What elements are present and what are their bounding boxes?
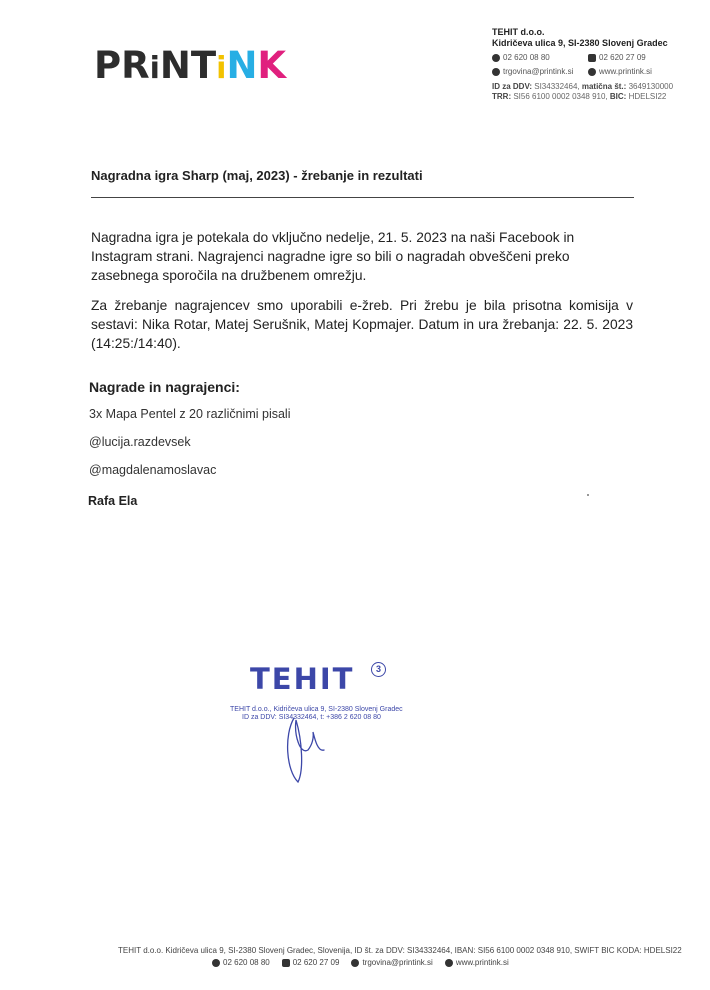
bic-label: BIC: xyxy=(609,92,627,101)
footer-phone: 02 620 08 80 xyxy=(223,958,270,967)
winner-item: @lucija.razdevsek xyxy=(89,435,191,449)
company-info xyxy=(492,27,702,102)
web-icon xyxy=(445,959,453,967)
company-phone: 02 620 08 80 xyxy=(503,53,550,62)
bic-code: HDELSI22 xyxy=(628,92,667,101)
stamp-number: 3 xyxy=(371,662,386,677)
winner-item: Rafa Ela xyxy=(88,494,138,508)
footer-fax: 02 620 27 09 xyxy=(292,958,340,967)
trr-number: SI56 6100 0002 0348 910 xyxy=(513,92,606,101)
paragraph-intro: Nagradna igra je potekala do vključno nedelje, 21. 5. 2023 na naši Facebook in Instagram strani. Nagrajenci nagradne igre so bili o nagradah obveščeni preko zasebnega sporočila na družbenem omrežju. xyxy=(91,230,575,283)
company-fax: 02 620 27 09 xyxy=(599,53,646,62)
stamp-line2: ID za DDV: SI34332464, t: +386 2 620 08 80 xyxy=(242,714,381,721)
trr-label: TRR: xyxy=(492,92,512,101)
logo-letter: T xyxy=(190,44,217,87)
logo-letter: R xyxy=(121,44,150,87)
stamp-line1: TEHIT d.o.o., Kidričeva ulica 9, SI-2380 Slovenj Gradec xyxy=(230,706,403,713)
document-title: Nagradna igra Sharp (maj, 2023) - žrebanje in rezultati xyxy=(91,168,423,183)
company-email: trgovina@printink.si xyxy=(503,67,574,76)
vat-label: ID za DDV: xyxy=(492,82,533,91)
reg-label: matična št.: xyxy=(581,82,627,91)
phone-icon xyxy=(212,959,220,967)
fax-icon xyxy=(588,54,596,62)
logo-letter: i xyxy=(149,51,160,86)
logo-letter: K xyxy=(257,44,287,87)
company-address: Kidričeva ulica 9, SI-2380 Slovenj Gradec xyxy=(492,38,668,48)
reg-number: 3649130000 xyxy=(628,82,674,91)
prizes-heading: Nagrade in nagrajenci: xyxy=(89,379,240,395)
email-icon xyxy=(492,68,500,76)
logo-letter: N xyxy=(226,44,258,87)
printink-logo xyxy=(94,46,286,89)
footer-company-line: TEHIT d.o.o. Kidričeva ulica 9, SI-2380 Slovenj Gradec, Slovenija, ID št. za DDV: SI34332464, IBAN: SI56 6100 0002 0348 910, SWIFT BIC KODA: HDELSI22 xyxy=(118,946,682,955)
winner-item: @magdalenamoslavac xyxy=(89,463,217,477)
web-icon xyxy=(588,68,596,76)
footer-web: www.printink.si xyxy=(455,958,509,967)
phone-icon xyxy=(492,54,500,62)
logo-letter: P xyxy=(94,44,122,87)
vat-number: SI34332464 xyxy=(534,82,578,91)
email-icon xyxy=(351,959,359,967)
company-name: TEHIT d.o.o. xyxy=(492,27,545,37)
company-ids-row1: ID za DDV: SI34332464, matična št.: 3649130000 xyxy=(492,82,674,91)
fax-icon xyxy=(282,959,290,967)
handwritten-signature xyxy=(280,700,340,790)
footer-email: trgovina@printink.si xyxy=(362,958,433,967)
logo-letter: i xyxy=(216,51,227,86)
footer-contacts xyxy=(212,958,521,967)
company-web: www.printink.si xyxy=(599,67,652,76)
company-ids-row2: TRR: SI56 6100 0002 0348 910, BIC: HDELSI22 xyxy=(492,92,667,101)
logo-letter: N xyxy=(159,44,191,87)
speck xyxy=(587,494,589,496)
title-divider xyxy=(91,197,634,198)
prize-description: 3x Mapa Pentel z 20 različnimi pisali xyxy=(89,407,291,421)
stamp-word: TEHIT xyxy=(250,662,355,696)
paragraph-draw: Za žrebanje nagrajencev smo uporabili e-žreb. Pri žrebu je bila prisotna komisija v sestavi: Nika Rotar, Matej Serušnik, Matej Kopmajer. Datum in ura žrebanja: 22. 5. 2023 (14:25:/14:40). xyxy=(91,298,633,351)
